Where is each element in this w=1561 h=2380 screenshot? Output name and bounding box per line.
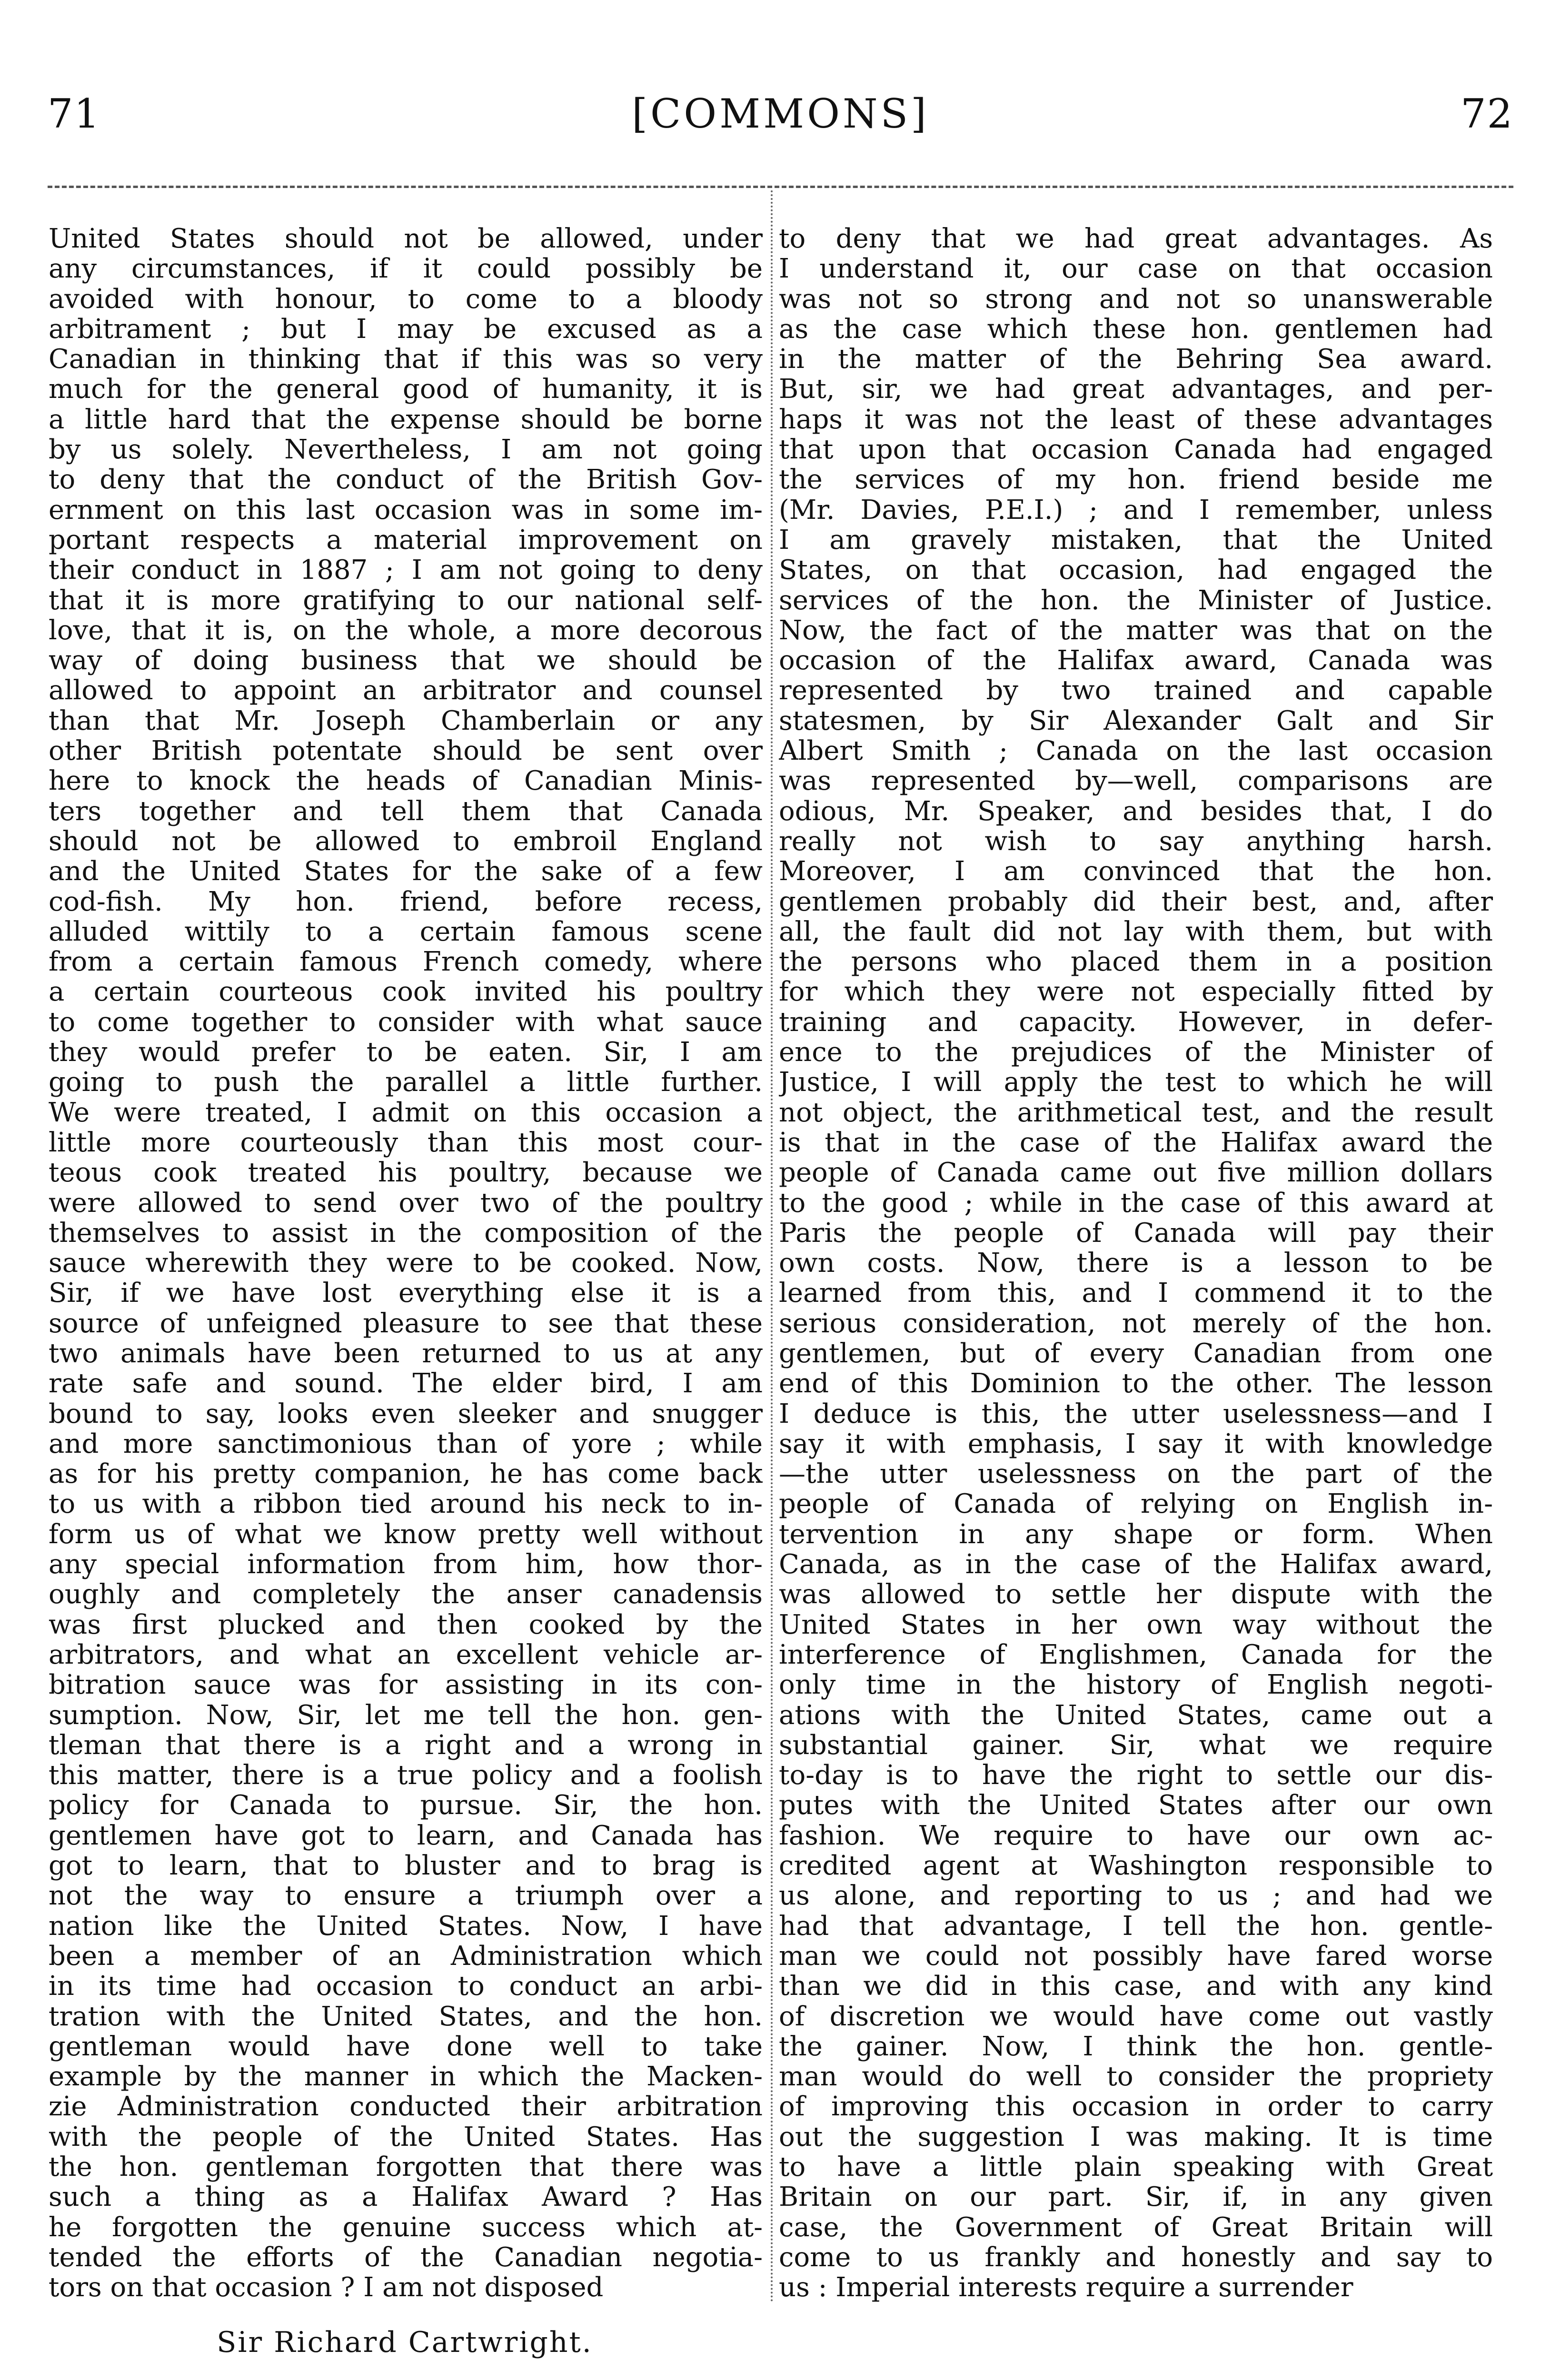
right-column-line: Albert Smith ; Canada on the last occasion xyxy=(779,736,1493,766)
left-column-line: not the way to ensure a triumph over a xyxy=(49,1881,763,1911)
left-column-line: was first plucked and then cooked by the xyxy=(49,1609,763,1640)
right-column-line: ations with the United States, came out a xyxy=(779,1700,1493,1730)
left-column-line: any special information from him, how thor- xyxy=(49,1549,763,1580)
right-column-line: to have a little plain speaking with Great xyxy=(779,2152,1493,2182)
right-column-line: serious consideration, not merely of the hon. xyxy=(779,1308,1493,1339)
right-column-line: (Mr. Davies, P.E.I.) ; and I remember, unless xyxy=(779,495,1493,525)
left-column-line: oughly and completely the anser canadensis xyxy=(49,1579,763,1610)
left-column-line: rate safe and sound. The elder bird, I am xyxy=(49,1368,763,1399)
left-column-line: to come together to consider with what sauce xyxy=(49,1007,763,1038)
left-column-line: with the people of the United States. Has xyxy=(49,2122,763,2152)
right-column-line: represented by two trained and capable xyxy=(779,675,1493,706)
right-column-line: occasion of the Halifax award, Canada was xyxy=(779,645,1493,676)
left-column-line: little more courteously than this most cour- xyxy=(49,1127,763,1158)
left-column-line: as for his pretty companion, he has come back xyxy=(49,1459,763,1489)
right-column-line: own costs. Now, there is a lesson to be xyxy=(779,1248,1493,1279)
left-column-line: source of unfeigned pleasure to see that these xyxy=(49,1308,763,1339)
left-column-line: Canadian in thinking that if this was so very xyxy=(49,344,763,375)
left-column-line: by us solely. Nevertheless, I am not going xyxy=(49,435,763,465)
left-column-line: allowed to appoint an arbitrator and counsel xyxy=(49,675,763,706)
right-column-line: to deny that we had great advantages. As xyxy=(779,224,1493,254)
left-column-line: than that Mr. Joseph Chamberlain or any xyxy=(49,705,763,736)
right-column-line: us alone, and reporting to us ; and had we xyxy=(779,1881,1493,1911)
right-column-line: had that advantage, I tell the hon. gentle- xyxy=(779,1911,1493,1941)
right-column-line: I am gravely mistaken, that the United xyxy=(779,525,1493,555)
left-column-line: and more sanctimonious than of yore ; while xyxy=(49,1428,763,1459)
right-column-line: case, the Government of Great Britain will xyxy=(779,2212,1493,2242)
right-column-line: the gainer. Now, I think the hon. gentle- xyxy=(779,2031,1493,2062)
right-column-line: was not so strong and not so unanswerable xyxy=(779,284,1493,314)
left-column-line: their conduct in 1887 ; I am not going to deny xyxy=(49,555,763,585)
right-column-line: that upon that occasion Canada had engaged xyxy=(779,435,1493,465)
left-column-line: form us of what we know pretty well without xyxy=(49,1519,763,1550)
left-column-line: bound to say, looks even sleeker and snugger xyxy=(49,1398,763,1429)
left-page-number: 71 xyxy=(48,90,100,137)
left-column-line: nation like the United States. Now, I have xyxy=(49,1911,763,1941)
left-column-line: Sir, if we have lost everything else it is a xyxy=(49,1278,763,1309)
right-column-line: only time in the history of English negoti- xyxy=(779,1670,1493,1700)
left-column-line: got to learn, that to bluster and to brag is xyxy=(49,1851,763,1881)
left-column-line: a certain courteous cook invited his poultry xyxy=(49,977,763,1007)
right-column-line: really not wish to say anything harsh. xyxy=(779,826,1493,857)
right-column-line: to the good ; while in the case of this award at xyxy=(779,1188,1493,1218)
right-column-line: us : Imperial interests require a surrender xyxy=(779,2272,1353,2303)
right-column-line: out the suggestion I was making. It is time xyxy=(779,2122,1493,2152)
right-column-line: haps it was not the least of these advantages xyxy=(779,404,1493,435)
column-divider xyxy=(771,190,773,2304)
left-column-line: going to push the parallel a little further. xyxy=(49,1067,763,1098)
left-column-line: alluded wittily to a certain famous scene xyxy=(49,916,763,947)
right-column-line: Britain on our part. Sir, if, in any given xyxy=(779,2182,1493,2212)
left-column-line: tleman that there is a right and a wrong in xyxy=(49,1730,763,1761)
right-column-line: I understand it, our case on that occasion xyxy=(779,254,1493,284)
left-column-line: to us with a ribbon tied around his neck to in- xyxy=(49,1489,763,1519)
right-column-line: ence to the prejudices of the Minister of xyxy=(779,1037,1493,1068)
right-column xyxy=(779,224,1493,2313)
right-column-line: is that in the case of the Halifax award the xyxy=(779,1127,1493,1158)
right-column-line: Canada, as in the case of the Halifax award, xyxy=(779,1549,1493,1580)
left-column-line: sauce wherewith they were to be cooked. Now, xyxy=(49,1248,763,1279)
left-column-line: the hon. gentleman forgotten that there was xyxy=(49,2152,763,2182)
left-column-line: themselves to assist in the composition of the xyxy=(49,1218,763,1249)
right-column-line: putes with the United States after our own xyxy=(779,1790,1493,1821)
right-column-line: Justice, I will apply the test to which he will xyxy=(779,1067,1493,1098)
left-column-line: other British potentate should be sent over xyxy=(49,736,763,766)
left-column-line: teous cook treated his poultry, because we xyxy=(49,1158,763,1188)
right-column-line: learned from this, and I commend it to the xyxy=(779,1278,1493,1309)
left-column-line: and the United States for the sake of a few xyxy=(49,856,763,887)
left-column-line: cod-fish. My hon. friend, before recess, xyxy=(49,886,763,917)
right-column-line: not object, the arithmetical test, and the result xyxy=(779,1097,1493,1128)
left-column-line: he forgotten the genuine success which at- xyxy=(49,2212,763,2242)
left-column-line: We were treated, I admit on this occasion a xyxy=(49,1097,763,1128)
left-column-line: much for the general good of humanity, it is xyxy=(49,374,763,405)
left-column-line: such a thing as a Halifax Award ? Has xyxy=(49,2182,763,2212)
right-column-line: Paris the people of Canada will pay their xyxy=(779,1218,1493,1249)
left-column-line: arbitrators, and what an excellent vehicle ar- xyxy=(49,1639,763,1670)
right-column-line: services of the hon. the Minister of Justice. xyxy=(779,585,1493,615)
right-column-line: I deduce is this, the utter uselessness—and I xyxy=(779,1398,1493,1429)
left-column-line: that it is more gratifying to our national self- xyxy=(49,585,763,615)
left-column-line: arbitrament ; but I may be excused as a xyxy=(49,314,763,345)
right-column-line: for which they were not especially fitted by xyxy=(779,977,1493,1007)
left-column-line: ernment on this last occasion was in some im- xyxy=(49,495,763,525)
right-column-line: the services of my hon. friend beside me xyxy=(779,465,1493,495)
left-column-line: this matter, there is a true policy and a foolish xyxy=(49,1760,763,1791)
left-column xyxy=(49,224,763,2313)
right-column-line: —the utter uselessness on the part of the xyxy=(779,1459,1493,1489)
right-column-line: people of Canada of relying on English in- xyxy=(779,1489,1493,1519)
left-column-line: they would prefer to be eaten. Sir, I am xyxy=(49,1037,763,1068)
left-column-line: sumption. Now, Sir, let me tell the hon. gen- xyxy=(49,1700,763,1730)
right-column-line: man would do well to consider the propriety xyxy=(779,2062,1493,2092)
right-column-line: end of this Dominion to the other. The lesson xyxy=(779,1368,1493,1399)
right-column-line: all, the fault did not lay with them, but with xyxy=(779,916,1493,947)
left-column-line: gentleman would have done well to take xyxy=(49,2031,763,2062)
right-page-number: 72 xyxy=(1461,90,1513,137)
left-column-line: portant respects a material improvement on xyxy=(49,525,763,555)
right-column-line: interference of Englishmen, Canada for the xyxy=(779,1639,1493,1670)
right-column-line: to-day is to have the right to settle our dis- xyxy=(779,1760,1493,1791)
left-column-line: from a certain famous French comedy, where xyxy=(49,947,763,977)
left-column-line: example by the manner in which the Macken- xyxy=(49,2062,763,2092)
right-column-line: people of Canada came out five million dollars xyxy=(779,1158,1493,1188)
right-column-line: statesmen, by Sir Alexander Galt and Sir xyxy=(779,705,1493,736)
left-column-line: tended the efforts of the Canadian negotia- xyxy=(49,2242,763,2273)
header-rule xyxy=(48,186,1513,188)
left-column-line: gentlemen have got to learn, and Canada has xyxy=(49,1820,763,1851)
right-column-line: than we did in this case, and with any kind xyxy=(779,1971,1493,2002)
right-column-line: substantial gainer. Sir, what we require xyxy=(779,1730,1493,1761)
right-column-line: States, on that occasion, had engaged the xyxy=(779,555,1493,585)
right-column-line: gentlemen probably did their best, and, after xyxy=(779,886,1493,917)
left-column-line: two animals have been returned to us at any xyxy=(49,1338,763,1369)
right-column-line: fashion. We require to have our own ac- xyxy=(779,1820,1493,1851)
left-column-line: any circumstances, if it could possibly be xyxy=(49,254,763,284)
left-column-line: tors on that occasion ? I am not disposed xyxy=(49,2272,604,2303)
left-column-line: tration with the United States, and the hon. xyxy=(49,2001,763,2032)
left-column-line: bitration sauce was for assisting in its con- xyxy=(49,1670,763,1700)
right-column-line: Now, the fact of the matter was that on the xyxy=(779,615,1493,646)
page-header xyxy=(48,90,1513,148)
right-column-line: was allowed to settle her dispute with the xyxy=(779,1579,1493,1610)
left-column-line: zie Administration conducted their arbitration xyxy=(49,2092,763,2122)
speaker-footer: Sir Richard Cartwright. xyxy=(217,2326,593,2359)
left-column-line: been a member of an Administration which xyxy=(49,1941,763,1972)
right-column-line: But, sir, we had great advantages, and per- xyxy=(779,374,1493,405)
right-column-line: in the matter of the Behring Sea award. xyxy=(779,344,1493,375)
left-column-line: here to knock the heads of Canadian Minis- xyxy=(49,766,763,796)
left-column-line: avoided with honour, to come to a bloody xyxy=(49,284,763,314)
right-column-line: credited agent at Washington responsible to xyxy=(779,1851,1493,1881)
left-column-line: a little hard that the expense should be borne xyxy=(49,404,763,435)
left-column-line: love, that it is, on the whole, a more decorous xyxy=(49,615,763,646)
left-column-line: to deny that the conduct of the British Gov- xyxy=(49,465,763,495)
left-column-line: in its time had occasion to conduct an arbi- xyxy=(49,1971,763,2002)
right-column-line: United States in her own way without the xyxy=(779,1609,1493,1640)
left-column-line: were allowed to send over two of the poultry xyxy=(49,1188,763,1218)
header-title: [COMMONS] xyxy=(632,90,929,137)
right-column-line: of discretion we would have come out vastly xyxy=(779,2001,1493,2032)
right-column-line: of improving this occasion in order to carry xyxy=(779,2092,1493,2122)
right-column-line: Moreover, I am convinced that the hon. xyxy=(779,856,1493,887)
right-column-line: odious, Mr. Speaker, and besides that, I do xyxy=(779,796,1493,826)
left-column-line: United States should not be allowed, under xyxy=(49,224,763,254)
right-column-line: tervention in any shape or form. When xyxy=(779,1519,1493,1550)
left-column-line: ters together and tell them that Canada xyxy=(49,796,763,826)
right-column-line: as the case which these hon. gentlemen had xyxy=(779,314,1493,345)
right-column-line: gentlemen, but of every Canadian from one xyxy=(779,1338,1493,1369)
right-column-line: say it with emphasis, I say it with knowledge xyxy=(779,1428,1493,1459)
right-column-line: was represented by—well, comparisons are xyxy=(779,766,1493,796)
right-column-line: the persons who placed them in a position xyxy=(779,947,1493,977)
right-column-line: come to us frankly and honestly and say to xyxy=(779,2242,1493,2273)
left-column-line: way of doing business that we should be xyxy=(49,645,763,676)
right-column-line: training and capacity. However, in defer- xyxy=(779,1007,1493,1038)
left-column-line: should not be allowed to embroil England xyxy=(49,826,763,857)
right-column-line: man we could not possibly have fared worse xyxy=(779,1941,1493,1972)
left-column-line: policy for Canada to pursue. Sir, the hon. xyxy=(49,1790,763,1821)
